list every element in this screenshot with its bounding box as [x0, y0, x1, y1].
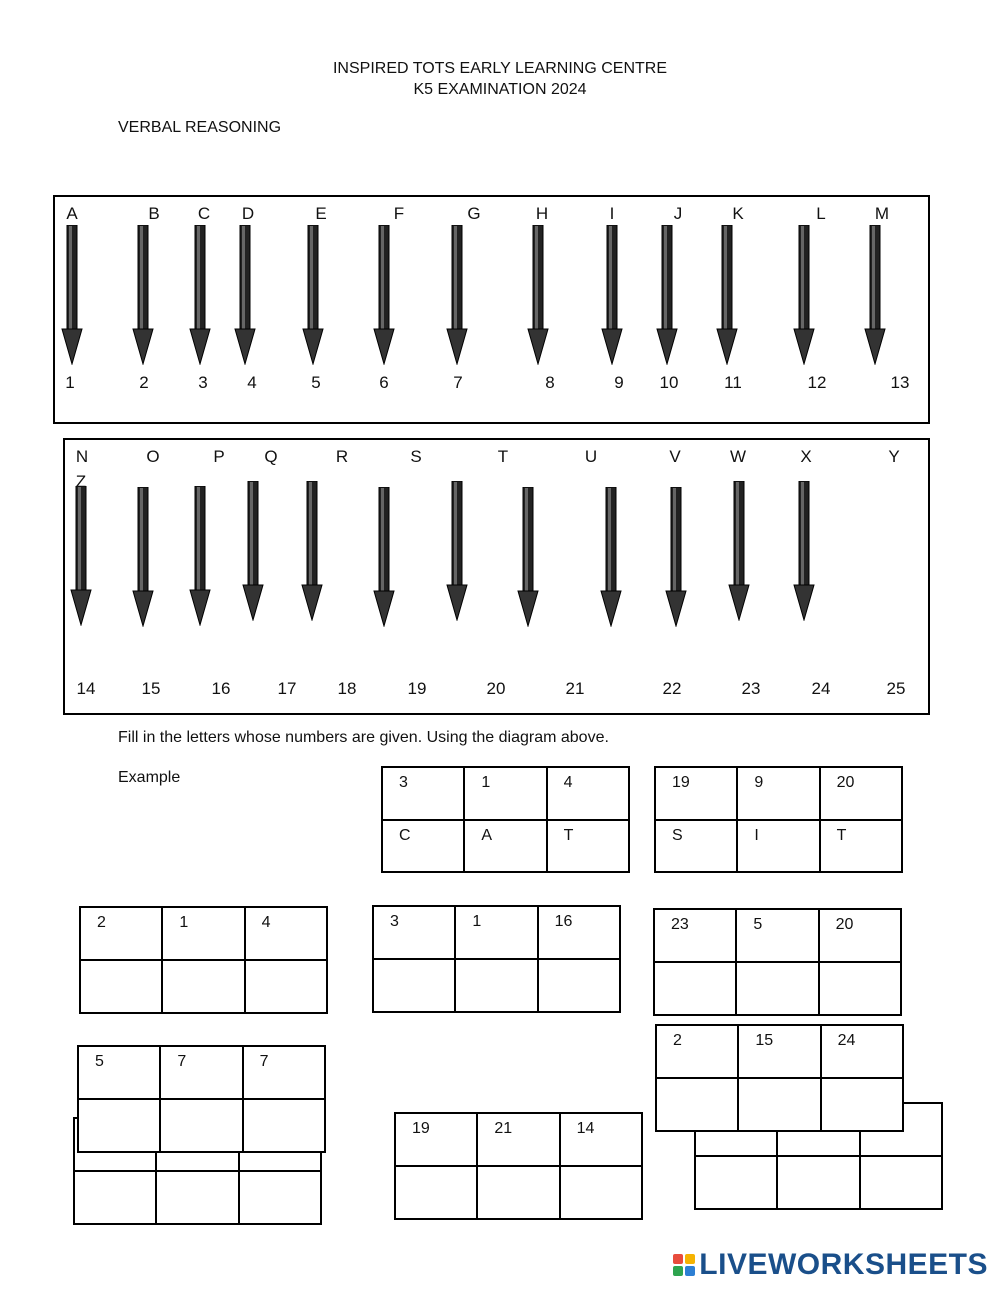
diagram-letter: I: [609, 204, 615, 223]
diagram-number: 3: [198, 373, 208, 392]
number-cell: 16: [538, 906, 620, 959]
down-arrow-icon: [70, 486, 92, 631]
letter-cell: T: [547, 820, 629, 872]
liveworksheets-logo: [673, 1248, 988, 1282]
number-cell: 4: [245, 907, 327, 960]
diagram-letter: G: [467, 204, 481, 223]
diagram-letter: J: [673, 204, 683, 223]
number-cell: 2: [80, 907, 162, 960]
diagram-letter: A: [66, 204, 78, 223]
answer-cell[interactable]: [560, 1166, 642, 1219]
number-cell: 24: [821, 1025, 903, 1078]
number-cell: 21: [477, 1113, 559, 1166]
down-arrow-icon: [301, 481, 323, 626]
diagram-number: 15: [141, 679, 161, 698]
answer-cell[interactable]: [656, 1078, 738, 1131]
diagram-number: 14: [76, 679, 96, 698]
answer-cell[interactable]: [477, 1166, 559, 1219]
down-arrow-icon: [373, 225, 395, 370]
diagram-letter: Q: [264, 447, 278, 466]
example-grid-2: [654, 766, 903, 873]
example-label: Example: [118, 769, 181, 786]
question-grid-4: [77, 1045, 326, 1153]
diagram-letter: H: [535, 204, 549, 223]
number-cell: 14: [560, 1113, 642, 1166]
diagram-number: 22: [662, 679, 682, 698]
diagram-letter: O: [146, 447, 160, 466]
question-grid-2: [372, 905, 621, 1013]
letter-cell: T: [820, 820, 902, 872]
number-cell: 2: [656, 1025, 738, 1078]
number-cell: 20: [820, 767, 902, 820]
number-cell: 1: [464, 767, 546, 820]
diagram-letter: F: [393, 204, 405, 223]
number-cell: 5: [78, 1046, 160, 1099]
down-arrow-icon: [132, 487, 154, 632]
diagram-letter: T: [497, 447, 509, 466]
diagram-number: 16: [211, 679, 231, 698]
diagram-number: 12: [807, 373, 827, 392]
down-arrow-icon: [728, 481, 750, 626]
diagram-letter: L: [816, 204, 826, 223]
exam-title: K5 EXAMINATION 2024: [413, 81, 587, 98]
diagram-number: 20: [486, 679, 506, 698]
diagram-letter: U: [584, 447, 598, 466]
number-cell: 3: [373, 906, 455, 959]
diagram-number: 18: [337, 679, 357, 698]
example-grid-1: [381, 766, 630, 873]
answer-cell[interactable]: [736, 962, 818, 1015]
diagram-letter: N: [75, 447, 89, 466]
logo-square: [673, 1254, 683, 1264]
down-arrow-icon: [527, 225, 549, 370]
down-arrow-icon: [601, 225, 623, 370]
answer-cell[interactable]: [373, 959, 455, 1012]
question-grid-5: [394, 1112, 643, 1220]
letter-cell: C: [382, 820, 464, 872]
diagram-number: 21: [565, 679, 585, 698]
diagram-number: 5: [311, 373, 321, 392]
diagram-letter: K: [732, 204, 744, 223]
number-cell: 1: [162, 907, 244, 960]
diagram-letter: B: [148, 204, 160, 223]
down-arrow-icon: [234, 225, 256, 370]
down-arrow-icon: [61, 225, 83, 370]
down-arrow-icon: [665, 487, 687, 632]
diagram-number: 11: [724, 373, 742, 392]
answer-cell[interactable]: [455, 959, 537, 1012]
diagram-number: 6: [379, 373, 389, 392]
diagram-number: 24: [811, 679, 831, 698]
number-cell: 1: [455, 906, 537, 959]
number-cell: 5: [736, 909, 818, 962]
diagram-number: 13: [890, 373, 910, 392]
answer-cell[interactable]: [245, 960, 327, 1013]
answer-cell[interactable]: [819, 962, 901, 1015]
answer-cell[interactable]: [243, 1099, 325, 1152]
school-name: INSPIRED TOTS EARLY LEARNING CENTRE: [332, 60, 667, 77]
diagram-number: 1: [65, 373, 75, 392]
down-arrow-icon: [132, 225, 154, 370]
down-arrow-icon: [656, 225, 678, 370]
diagram-number: 19: [407, 679, 427, 698]
diagram-letter: E: [315, 204, 327, 223]
diagram-number: 17: [277, 679, 297, 698]
number-cell: 9: [737, 767, 819, 820]
letter-cell: I: [737, 820, 819, 872]
down-arrow-icon: [446, 481, 468, 626]
number-cell: 7: [243, 1046, 325, 1099]
number-cell: 15: [738, 1025, 820, 1078]
down-arrow-icon: [189, 225, 211, 370]
diagram-number: 10: [659, 373, 679, 392]
down-arrow-icon: [302, 225, 324, 370]
letter-cell: S: [655, 820, 737, 872]
diagram-number: 9: [614, 373, 624, 392]
diagram-number: 7: [453, 373, 463, 392]
down-arrow-icon: [242, 481, 264, 626]
instruction-text: Fill in the letters whose numbers are given. Using the diagram above.: [118, 729, 609, 746]
number-cell: 3: [382, 767, 464, 820]
down-arrow-icon: [517, 487, 539, 632]
number-cell: 19: [655, 767, 737, 820]
diagram-letter: S: [410, 447, 422, 466]
down-arrow-icon: [793, 225, 815, 370]
number-cell: 7: [160, 1046, 242, 1099]
letter-cell: A: [464, 820, 546, 872]
logo-text: LIVEWORKSHEETS: [699, 1248, 988, 1281]
number-cell: 4: [547, 767, 629, 820]
down-arrow-icon: [600, 487, 622, 632]
diagram-letter: Y: [888, 447, 900, 466]
diagram-number: 8: [545, 373, 555, 392]
question-grid-1: [79, 906, 328, 1014]
down-arrow-icon: [189, 486, 211, 631]
logo-square: [685, 1266, 695, 1276]
diagram-letter: W: [729, 447, 747, 466]
number-cell: 19: [395, 1113, 477, 1166]
answer-cell[interactable]: [78, 1099, 160, 1152]
question-grid-6: [655, 1024, 904, 1132]
down-arrow-icon: [864, 225, 886, 370]
down-arrow-icon: [446, 225, 468, 370]
logo-square: [685, 1254, 695, 1264]
diagram-number: 4: [247, 373, 257, 392]
answer-cell[interactable]: [538, 959, 620, 1012]
diagram-letter-z: Z: [75, 472, 87, 491]
number-cell: 20: [819, 909, 901, 962]
diagram-letter: V: [669, 447, 681, 466]
diagram-number: 25: [886, 679, 906, 698]
diagram-letter: C: [197, 204, 211, 223]
diagram-number: 23: [741, 679, 761, 698]
diagram-letter: R: [335, 447, 349, 466]
answer-cell[interactable]: [162, 960, 244, 1013]
logo-badge-icon: [673, 1254, 695, 1276]
logo-square: [673, 1266, 683, 1276]
answer-cell[interactable]: [395, 1166, 477, 1219]
answer-cell[interactable]: [160, 1099, 242, 1152]
subject-title: VERBAL REASONING: [118, 119, 282, 136]
answer-cell[interactable]: [654, 962, 736, 1015]
diagram-letter: X: [800, 447, 812, 466]
diagram-letter: M: [874, 204, 890, 223]
answer-cell[interactable]: [738, 1078, 820, 1131]
number-cell: 23: [654, 909, 736, 962]
answer-cell[interactable]: [80, 960, 162, 1013]
answer-cell[interactable]: [821, 1078, 903, 1131]
down-arrow-icon: [716, 225, 738, 370]
question-grid-3: [653, 908, 902, 1016]
diagram-number: 2: [139, 373, 149, 392]
down-arrow-icon: [793, 481, 815, 626]
down-arrow-icon: [373, 487, 395, 632]
diagram-letter: D: [241, 204, 255, 223]
diagram-letter: P: [213, 447, 225, 466]
